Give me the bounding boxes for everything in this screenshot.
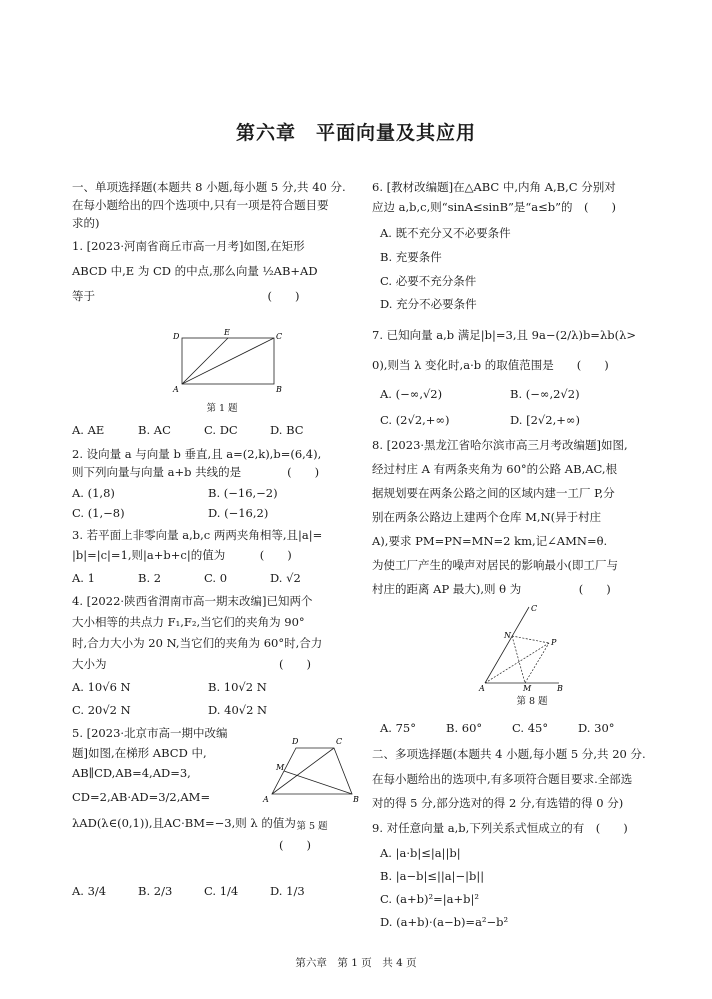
section-text: 求的): [72, 216, 100, 230]
question-5-options: [72, 884, 305, 898]
fig1-label-e: E: [224, 328, 230, 337]
section-heading: 一、单项选择题(本题共 8 小题,每小题 5 分,共 40 分.: [72, 180, 346, 194]
fig8-label-m: M: [523, 684, 532, 691]
question-9: 9. 对任意向量 a,b,下列关系式恒成立的有 ( ): [372, 821, 628, 835]
question-4-text: 大小为 ( ): [72, 657, 311, 671]
question-7-options: [380, 387, 580, 401]
chapter-title: 第六章 平面向量及其应用: [235, 122, 476, 144]
option: C. (a+b)²=|a+b|²: [380, 892, 479, 906]
option: C. (1,−8): [72, 506, 125, 520]
option: D. 充分不必要条件: [380, 297, 477, 311]
option: B. |a−b|≤||a|−|b||: [380, 869, 485, 883]
option: D. (a+b)·(a−b)=a²−b²: [380, 915, 509, 929]
question-5-text: AB∥CD,AB=4,AD=3,: [72, 766, 191, 780]
figure-8-roads: [477, 603, 587, 691]
figure-8-caption: 第 8 题: [516, 696, 548, 707]
question-6-text: 应边 a,b,c,则“sinA≤sinB”是“a≤b”的 ( ): [372, 200, 616, 214]
question-3-options: [72, 571, 301, 585]
fig1-label-d: D: [173, 332, 180, 341]
option: B. AC: [138, 423, 171, 437]
question-8-text: 村庄的距离 AP 最大),则 θ 为 ( ): [372, 582, 611, 596]
option: D. 1/3: [270, 884, 305, 898]
question-3: 3. 若平面上非零向量 a,b,c 两两夹角相等,且|a|=: [72, 528, 323, 542]
option: A. (1,8): [72, 486, 115, 500]
option: B. 2/3: [138, 884, 173, 898]
question-8-options: [380, 721, 615, 735]
option: B. 2: [138, 571, 162, 585]
question-7-text: 0),则当 λ 变化时,a·b 的取值范围是 ( ): [372, 358, 609, 372]
question-4: 4. [2022·陕西省渭南市高一期末改编]已知两个: [72, 594, 313, 608]
question-6: 6. [教材改编题]在△ABC 中,内角 A,B,C 分别对: [372, 180, 616, 194]
option: A. 既不充分又不必要条件: [380, 226, 511, 240]
question-1: 1. [2023·河南省商丘市高一月考]如图,在矩形: [72, 239, 305, 253]
question-2-options: [72, 486, 278, 500]
question-4-text: 时,合力大小为 20 N,当它们的夹角为 60°时,合力: [72, 636, 323, 650]
option: C. 必要不充分条件: [380, 274, 477, 288]
question-4-options: [72, 703, 267, 717]
question-5-text: 题]如图,在梯形 ABCD 中,: [72, 746, 207, 760]
option: D. 30°: [578, 721, 615, 735]
question-5: 5. [2023·北京市高一期中改编: [72, 726, 228, 740]
fig1-label-a: A: [173, 385, 179, 394]
section-text: 在每小题给出的四个选项中,只有一项是符合题目要: [72, 198, 329, 212]
fig5-label-m: M: [276, 763, 285, 772]
option: C. (2√2,+∞): [380, 413, 450, 427]
option: D. √2: [270, 571, 301, 585]
fig1-label-b: B: [276, 385, 282, 394]
question-8-text: 经过村庄 A 有两条夹角为 60°的公路 AB,AC,根: [372, 462, 618, 476]
fig8-label-b: B: [557, 684, 563, 691]
fig8-label-n: N: [504, 631, 511, 640]
option: A. (−∞,√2): [380, 387, 443, 401]
fig5-label-c: C: [336, 737, 343, 746]
option: C. 1/4: [204, 884, 239, 898]
question-4-text: 大小相等的共点力 F₁,F₂,当它们的夹角为 90°: [72, 615, 305, 629]
option: B. 10√2 N: [208, 680, 267, 694]
figure-1-caption: 第 1 题: [206, 403, 238, 414]
question-3-text: |b|=|c|=1,则|a+b+c|的值为 ( ): [72, 548, 292, 562]
question-8-text: 为使工厂产生的噪声对居民的影响最小(即工厂与: [372, 558, 618, 572]
option: B. 60°: [446, 721, 483, 735]
fig5-label-b: B: [353, 795, 359, 804]
fig8-label-p: P: [551, 638, 557, 647]
question-8-text: 别在两条公路边上建两个仓库 M,N(异于村庄: [372, 510, 602, 524]
question-5-text: λAD(λ∈(0,1)),且AC·BM=−3,则 λ 的值为: [72, 816, 296, 830]
question-2-text: 则下列向量与向量 a+b 共线的是 ( ): [72, 465, 320, 479]
option: D. (−16,2): [208, 506, 269, 520]
question-7-options: [380, 413, 580, 427]
section-text: 在每小题给出的选项中,有多项符合题目要求.全部选: [372, 772, 633, 786]
figure-5-trapezoid: [262, 736, 362, 806]
figure-5-caption: 第 5 题: [296, 821, 328, 832]
fig5-label-d: D: [292, 737, 299, 746]
question-2-options: [72, 506, 268, 520]
option: D. 40√2 N: [208, 703, 268, 717]
question-8: 8. [2023·黑龙江省哈尔滨市高三月考改编题]如图,: [372, 438, 628, 452]
question-5-text: CD=2,AB·AD=3/2,AM=: [72, 790, 211, 804]
option: A. AE: [72, 423, 105, 437]
question-8-text: 据规划要在两条公路之间的区域内建一工厂 P,分: [372, 486, 615, 500]
option: A. |a·b|≤|a||b|: [380, 846, 461, 860]
option: D. [2√2,+∞): [510, 413, 580, 427]
option: A. 75°: [380, 721, 416, 735]
question-7: 7. 已知向量 a,b 满足|b|=3,且 9a−(2/λ)b=λb(λ>: [372, 328, 637, 342]
section-heading: 二、多项选择题(本题共 4 小题,每小题 5 分,共 20 分.: [372, 747, 646, 761]
question-1-options: [72, 423, 304, 437]
fig8-label-a: A: [479, 684, 485, 691]
option: B. (−∞,2√2): [510, 387, 580, 401]
option: A. 10√6 N: [72, 680, 131, 694]
fig8-label-c: C: [531, 604, 538, 613]
option: D. BC: [270, 423, 304, 437]
fig1-label-c: C: [276, 332, 283, 341]
question-8-text: A),要求 PM=PN=MN=2 km,记∠AMN=θ.: [372, 534, 608, 548]
question-1-text: 等于 ( ): [72, 289, 300, 303]
question-1-text: ABCD 中,E 为 CD 的中点,那么向量 ½AB+AD: [72, 264, 318, 278]
option: C. 20√2 N: [72, 703, 131, 717]
section-text: 对的得 5 分,部分选对的得 2 分,有选错的得 0 分): [372, 796, 624, 810]
option: A. 1: [72, 571, 95, 585]
option: B. (−16,−2): [208, 486, 278, 500]
option: B. 充要条件: [380, 250, 442, 264]
question-2: 2. 设向量 a 与向量 b 垂直,且 a=(2,k),b=(6,4),: [72, 447, 322, 461]
fig5-label-a: A: [263, 795, 269, 804]
option: A. 3/4: [72, 884, 107, 898]
option: C. 45°: [512, 721, 549, 735]
question-4-options: [72, 680, 267, 694]
question-5-text: ( ): [72, 838, 311, 852]
page-footer: 第六章 第 1 页 共 4 页: [295, 957, 417, 969]
figure-1-rectangle: [172, 328, 292, 398]
option: C. 0: [204, 571, 228, 585]
option: C. DC: [204, 423, 238, 437]
